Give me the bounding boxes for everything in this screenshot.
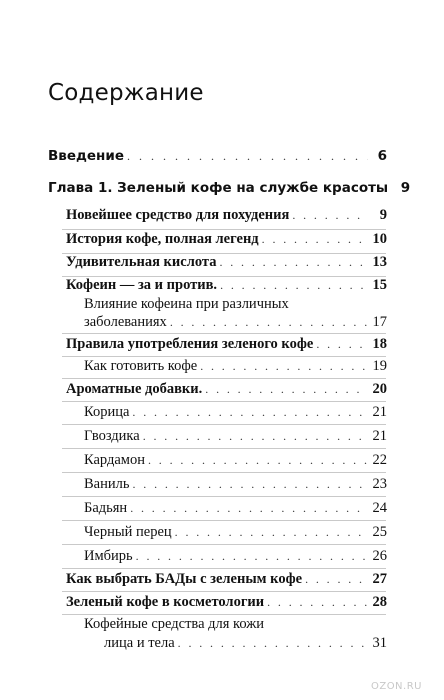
toc-entry[interactable] xyxy=(84,549,387,564)
dot-leader xyxy=(262,233,368,245)
toc-entry-page: 19 xyxy=(372,358,387,374)
toc-entry-page: 31 xyxy=(372,635,387,651)
divider xyxy=(62,229,386,230)
dot-leader xyxy=(219,256,368,268)
toc-entry-label: Кардамон xyxy=(84,452,145,468)
toc-entry-page: 28 xyxy=(372,594,387,610)
dot-leader xyxy=(178,637,368,649)
toc-entry-page: 9 xyxy=(379,207,387,223)
toc-entry[interactable] xyxy=(66,337,387,352)
toc-entry-label: Правила употребления зеленого кофе xyxy=(66,336,314,352)
dot-leader xyxy=(305,573,368,585)
toc-entry-chapter-1[interactable] xyxy=(48,180,411,196)
divider xyxy=(62,401,386,402)
dot-leader xyxy=(205,383,368,395)
toc-entry-page: 27 xyxy=(372,571,387,587)
dot-leader xyxy=(220,279,368,291)
toc-entry-page: 15 xyxy=(372,277,387,293)
dot-leader xyxy=(292,209,368,221)
divider xyxy=(62,448,386,449)
toc-entry-page: 25 xyxy=(372,524,387,540)
toc-entry-page: 17 xyxy=(372,314,387,330)
toc-entry[interactable] xyxy=(66,208,387,223)
divider xyxy=(62,544,386,545)
toc-entry[interactable] xyxy=(84,429,387,444)
toc-entry[interactable] xyxy=(84,525,387,540)
toc-entry[interactable] xyxy=(104,636,387,651)
toc-entry-introduction[interactable] xyxy=(48,150,387,164)
toc-entry-page: 13 xyxy=(372,254,387,270)
toc-entry[interactable] xyxy=(84,315,387,330)
dot-leader xyxy=(136,550,368,562)
dot-leader xyxy=(127,150,368,162)
toc-entry-page: 20 xyxy=(372,381,387,397)
divider xyxy=(62,614,386,615)
toc-entry-page: 9 xyxy=(400,180,411,196)
dot-leader xyxy=(175,526,368,538)
toc-entry[interactable] xyxy=(66,572,387,587)
toc-entry-label: Корица xyxy=(84,404,130,420)
toc-entry-label: Имбирь xyxy=(84,548,133,564)
toc-entry-label-line1[interactable]: Кофейные средства для кожи xyxy=(84,616,265,632)
toc-title: Содержание xyxy=(48,80,204,106)
divider xyxy=(62,356,386,357)
toc-entry[interactable] xyxy=(66,255,387,270)
toc-entry-page: 10 xyxy=(372,231,387,247)
dot-leader xyxy=(148,454,368,466)
dot-leader xyxy=(132,478,368,490)
toc-entry[interactable] xyxy=(66,278,387,293)
divider xyxy=(62,496,386,497)
dot-leader xyxy=(316,338,368,350)
toc-entry-label: Гвоздика xyxy=(84,428,140,444)
divider xyxy=(62,568,386,569)
toc-entry[interactable] xyxy=(66,595,387,610)
dot-leader xyxy=(130,502,368,514)
toc-entry-label-line1[interactable]: Влияние кофеина при различных xyxy=(84,296,289,312)
divider xyxy=(62,424,386,425)
toc-entry-label: Введение xyxy=(48,148,124,164)
toc-entry-label: Ароматные добавки. xyxy=(66,381,203,397)
toc-entry-label-line2: заболеваниях xyxy=(84,314,167,330)
toc-entry[interactable] xyxy=(84,405,387,420)
divider xyxy=(62,520,386,521)
toc-entry-label: Как готовить кофе xyxy=(84,358,198,374)
toc-entry-label-line2: лица и тела xyxy=(104,635,175,651)
dot-leader xyxy=(267,596,368,608)
toc-entry-page: 6 xyxy=(377,148,387,164)
toc-entry[interactable] xyxy=(66,382,387,397)
toc-entry[interactable] xyxy=(84,477,387,492)
toc-entry[interactable] xyxy=(66,232,387,247)
toc-entry-page: 26 xyxy=(372,548,387,564)
dot-leader xyxy=(170,316,368,328)
dot-leader xyxy=(200,360,368,372)
toc-entry-label: Кофеин — за и против. xyxy=(66,277,218,293)
divider xyxy=(62,472,386,473)
toc-entry-label: Ваниль xyxy=(84,476,130,492)
ozon-watermark: OZON.RU xyxy=(370,681,422,692)
toc-entry-label: Новейшее средство для похудения xyxy=(66,207,290,223)
toc-entry[interactable] xyxy=(84,359,387,374)
dot-leader xyxy=(132,406,368,418)
toc-entry-page: 22 xyxy=(372,452,387,468)
toc-entry-label: Черный перец xyxy=(84,524,172,540)
divider xyxy=(62,378,386,379)
toc-entry[interactable] xyxy=(84,501,387,516)
dot-leader xyxy=(143,430,368,442)
toc-entry-page: 23 xyxy=(372,476,387,492)
toc-entry-label: Как выбрать БАДы с зеленым кофе xyxy=(66,571,303,587)
toc-entry-label: Глава 1. Зеленый кофе на службе красоты xyxy=(48,180,389,196)
toc-entry-label: Зеленый кофе в косметологии xyxy=(66,594,265,610)
toc-entry-page: 21 xyxy=(372,428,387,444)
toc-entry-label: Удивительная кислота xyxy=(66,254,217,270)
divider xyxy=(62,333,386,334)
toc-entry-page: 24 xyxy=(372,500,387,516)
toc-entry[interactable] xyxy=(84,453,387,468)
divider xyxy=(62,591,386,592)
toc-entry-label: История кофе, полная легенд xyxy=(66,231,259,247)
toc-entry-label: Бадьян xyxy=(84,500,128,516)
toc-entry-page: 21 xyxy=(372,404,387,420)
toc-entry-page: 18 xyxy=(372,336,387,352)
